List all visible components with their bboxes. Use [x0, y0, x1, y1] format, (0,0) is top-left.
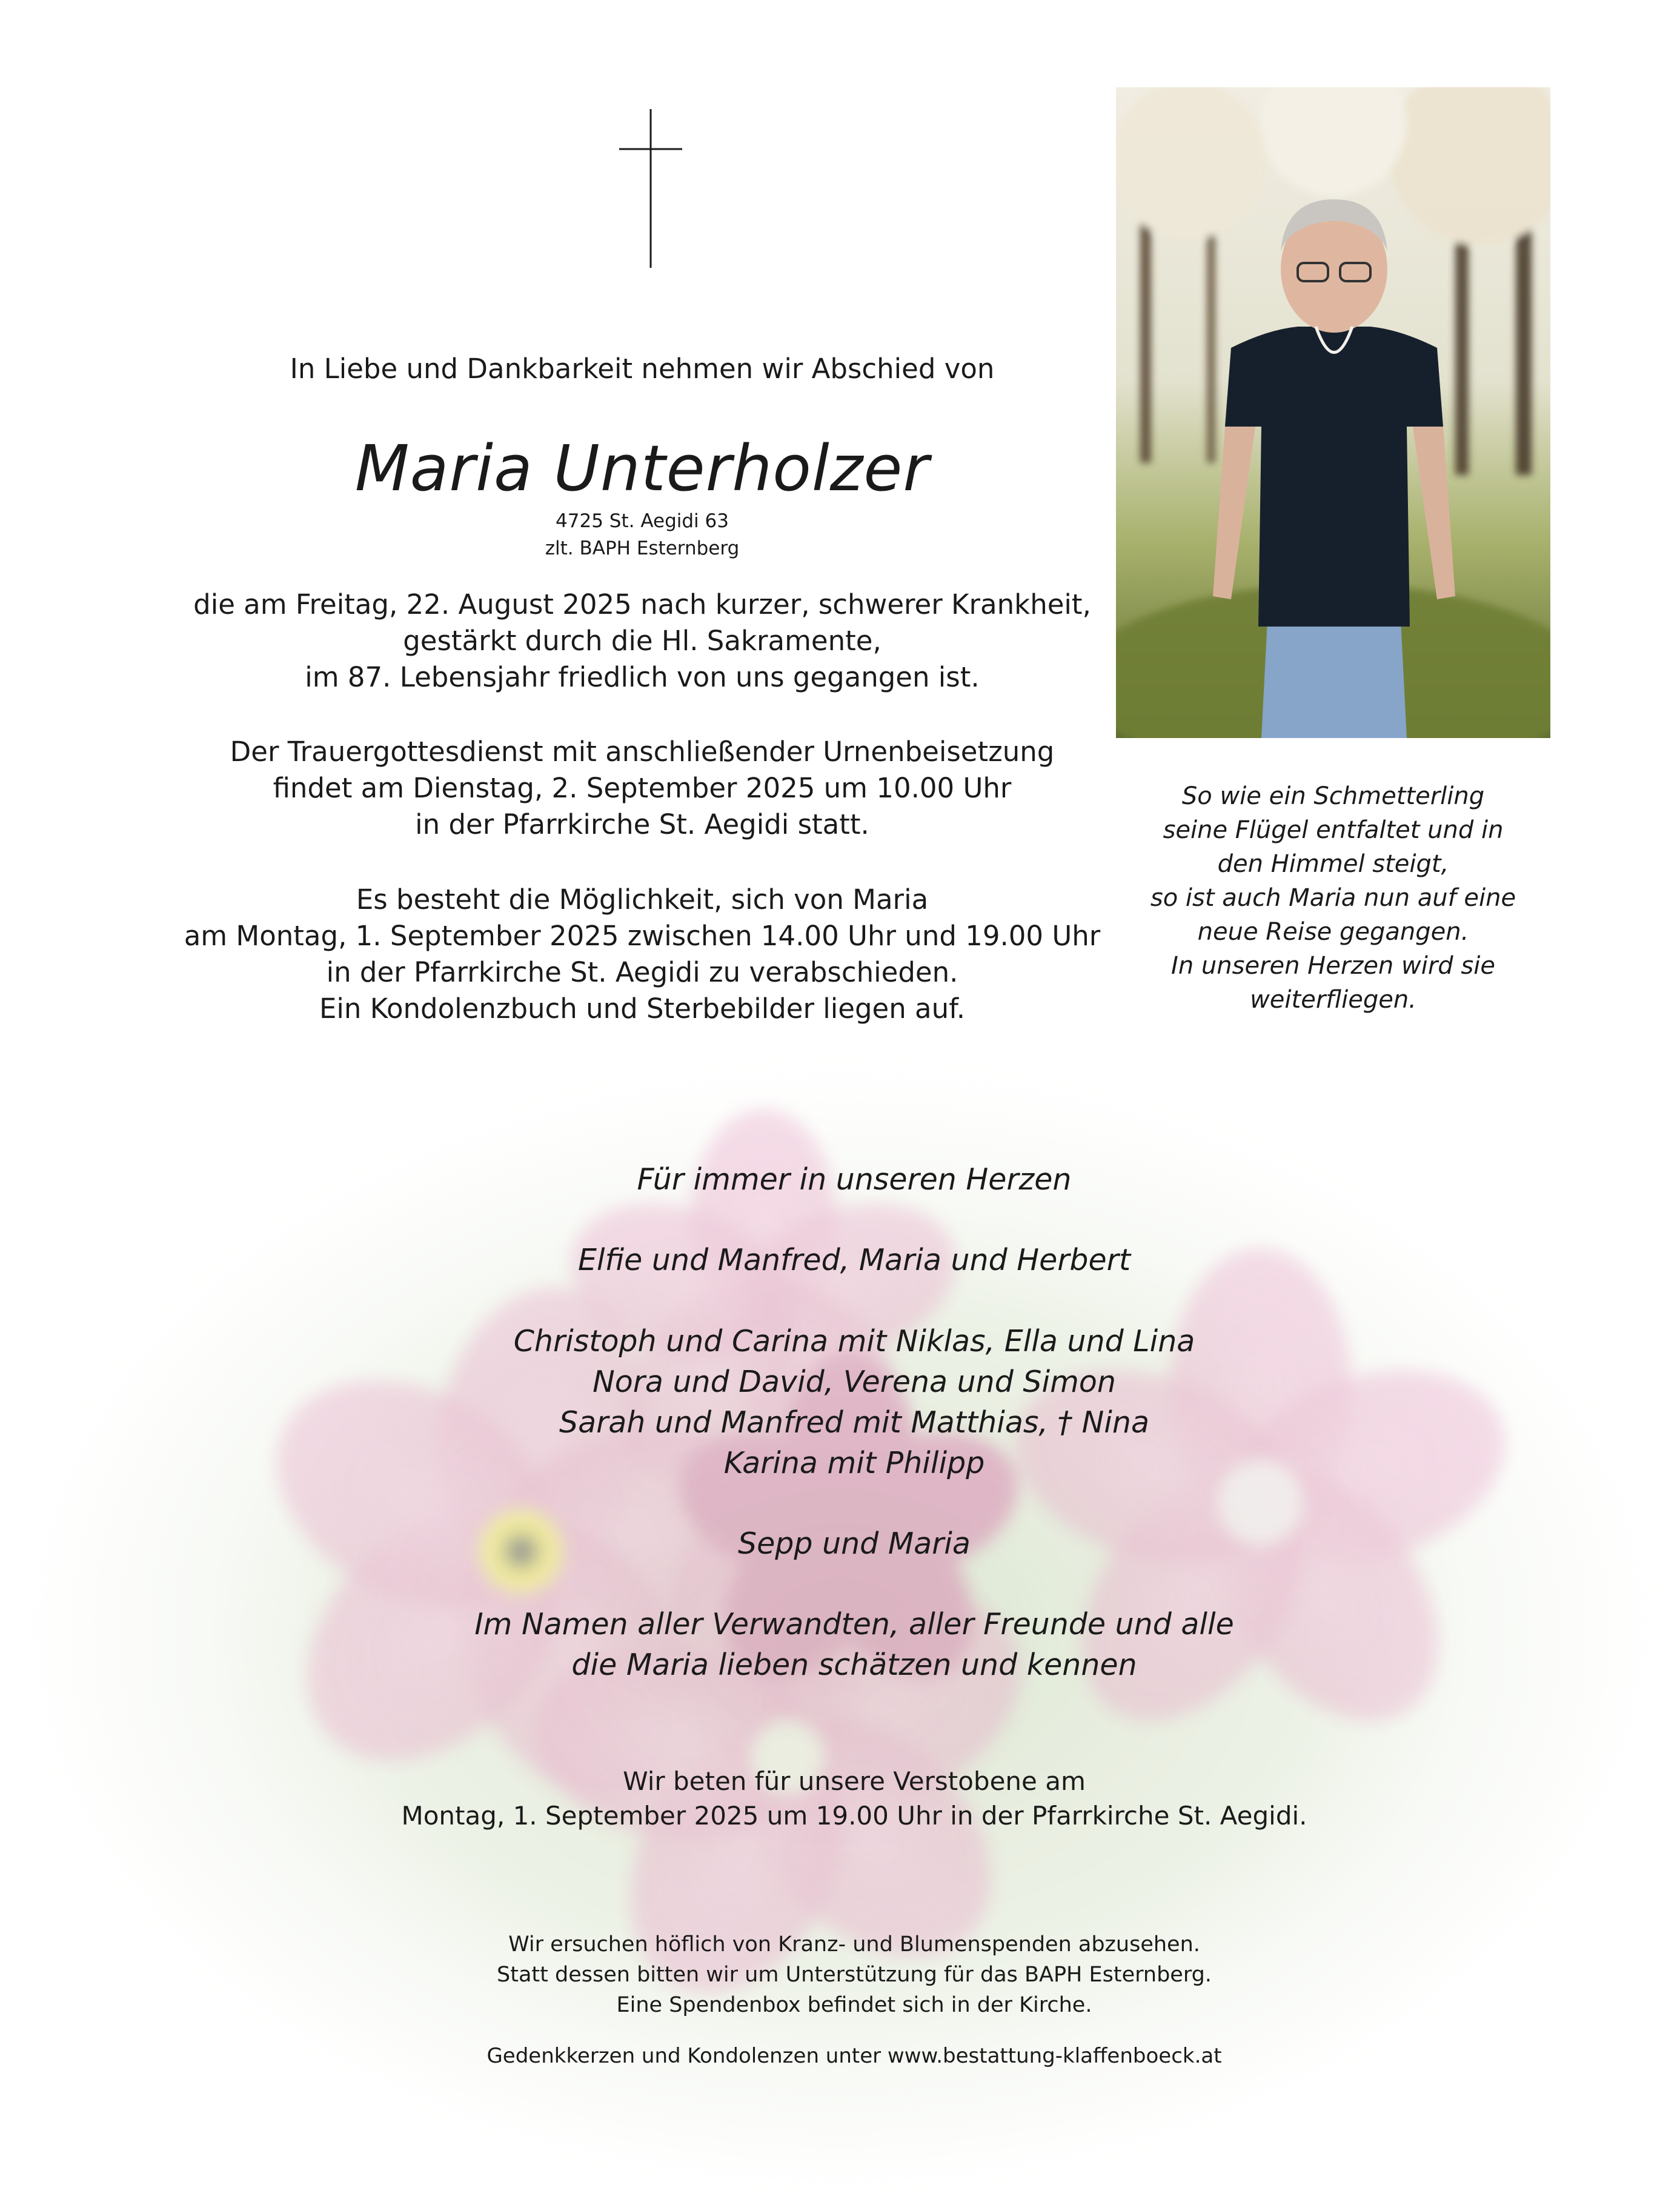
butterfly-quote — [1116, 779, 1550, 1017]
address-block — [145, 508, 1139, 562]
request-line: Wir ersuchen höflich von Kranz- und Blumenspenden abzusehen. — [508, 1932, 1200, 1957]
mourner-line: die Maria lieben schätzen und kennen — [571, 1648, 1137, 1682]
mourner-line: Christoph und Carina mit Niklas, Ella und Lina — [513, 1324, 1195, 1359]
quote-line: In unseren Herzen wird sie — [1171, 952, 1495, 980]
mourners-group — [182, 1523, 1527, 1564]
farewell-line: Es besteht die Möglichkeit, sich von Maria — [356, 883, 929, 916]
death-notice-line: die am Freitag, 22. August 2025 nach kurzer, schwerer Krankheit, — [193, 588, 1091, 620]
deceased-name: Maria Unterholzer — [354, 431, 930, 505]
mourners-group — [182, 1604, 1527, 1685]
death-notice — [145, 587, 1139, 696]
intro-text: In Liebe und Dankbarkeit nehmen wir Abschied von — [290, 353, 995, 385]
mourner-line: Nora und David, Verena und Simon — [593, 1365, 1116, 1399]
death-notice-line: gestärkt durch die Hl. Sakramente, — [403, 625, 882, 657]
death-notice-line: im 87. Lebensjahr friedlich von uns gegangen ist. — [305, 661, 980, 693]
service-line: Der Trauergottesdienst mit anschließender Urnenbeisetzung — [230, 736, 1055, 768]
mourners-heading: Für immer in unseren Herzen — [637, 1162, 1072, 1197]
mourner-line: Elfie und Manfred, Maria und Herbert — [577, 1243, 1131, 1277]
quote-line: So wie ein Schmetterling — [1181, 782, 1485, 810]
farewell-info — [145, 882, 1139, 1027]
service-line: findet am Dienstag, 2. September 2025 um 10.00 Uhr — [273, 772, 1012, 804]
address-line: 4725 St. Aegidi 63 — [556, 510, 729, 532]
farewell-line: am Montag, 1. September 2025 zwischen 14.00 Uhr und 19.00 Uhr — [184, 920, 1101, 952]
prayer-line: Montag, 1. September 2025 um 19.00 Uhr in der Pfarrkirche St. Aegidi. — [401, 1801, 1307, 1831]
mourners-group — [182, 1240, 1527, 1280]
service-line: in der Pfarrkirche St. Aegidi statt. — [415, 808, 869, 840]
quote-line: den Himmel steigt, — [1217, 850, 1449, 878]
condolence-footer: Gedenkkerzen und Kondolenzen unter www.bestattung-klaffenboeck.at — [486, 2044, 1222, 2068]
mourner-line: Im Namen aller Verwandten, aller Freunde und alle — [474, 1607, 1234, 1642]
quote-line: weiterfliegen. — [1250, 986, 1416, 1014]
portrait-photo — [1116, 87, 1550, 738]
quote-line: neue Reise gegangen. — [1197, 918, 1469, 946]
mourner-line: Sepp und Maria — [738, 1526, 971, 1561]
farewell-line: in der Pfarrkirche St. Aegidi zu verabschieden. — [326, 956, 958, 988]
mourners-group — [182, 1321, 1527, 1483]
request-line: Statt dessen bitten wir um Unterstützung für das BAPH Esternberg. — [497, 1963, 1212, 1987]
prayer-info — [182, 1764, 1527, 1833]
mourner-line: Sarah und Manfred mit Matthias, † Nina — [559, 1405, 1149, 1440]
service-info — [145, 734, 1139, 843]
quote-line: seine Flügel entfaltet und in — [1163, 816, 1504, 844]
mourner-line: Karina mit Philipp — [723, 1446, 985, 1480]
prayer-line: Wir beten für unsere Verstobene am — [623, 1766, 1086, 1796]
latin-cross-icon — [619, 109, 682, 268]
quote-line: so ist auch Maria nun auf eine — [1150, 884, 1516, 912]
address-line: zlt. BAPH Esternberg — [545, 537, 740, 559]
donation-request — [182, 1929, 1527, 2020]
farewell-line: Ein Kondolenzbuch und Sterbebilder liegen auf. — [319, 993, 966, 1025]
request-line: Eine Spendenbox befindet sich in der Kirche. — [616, 1993, 1092, 2017]
